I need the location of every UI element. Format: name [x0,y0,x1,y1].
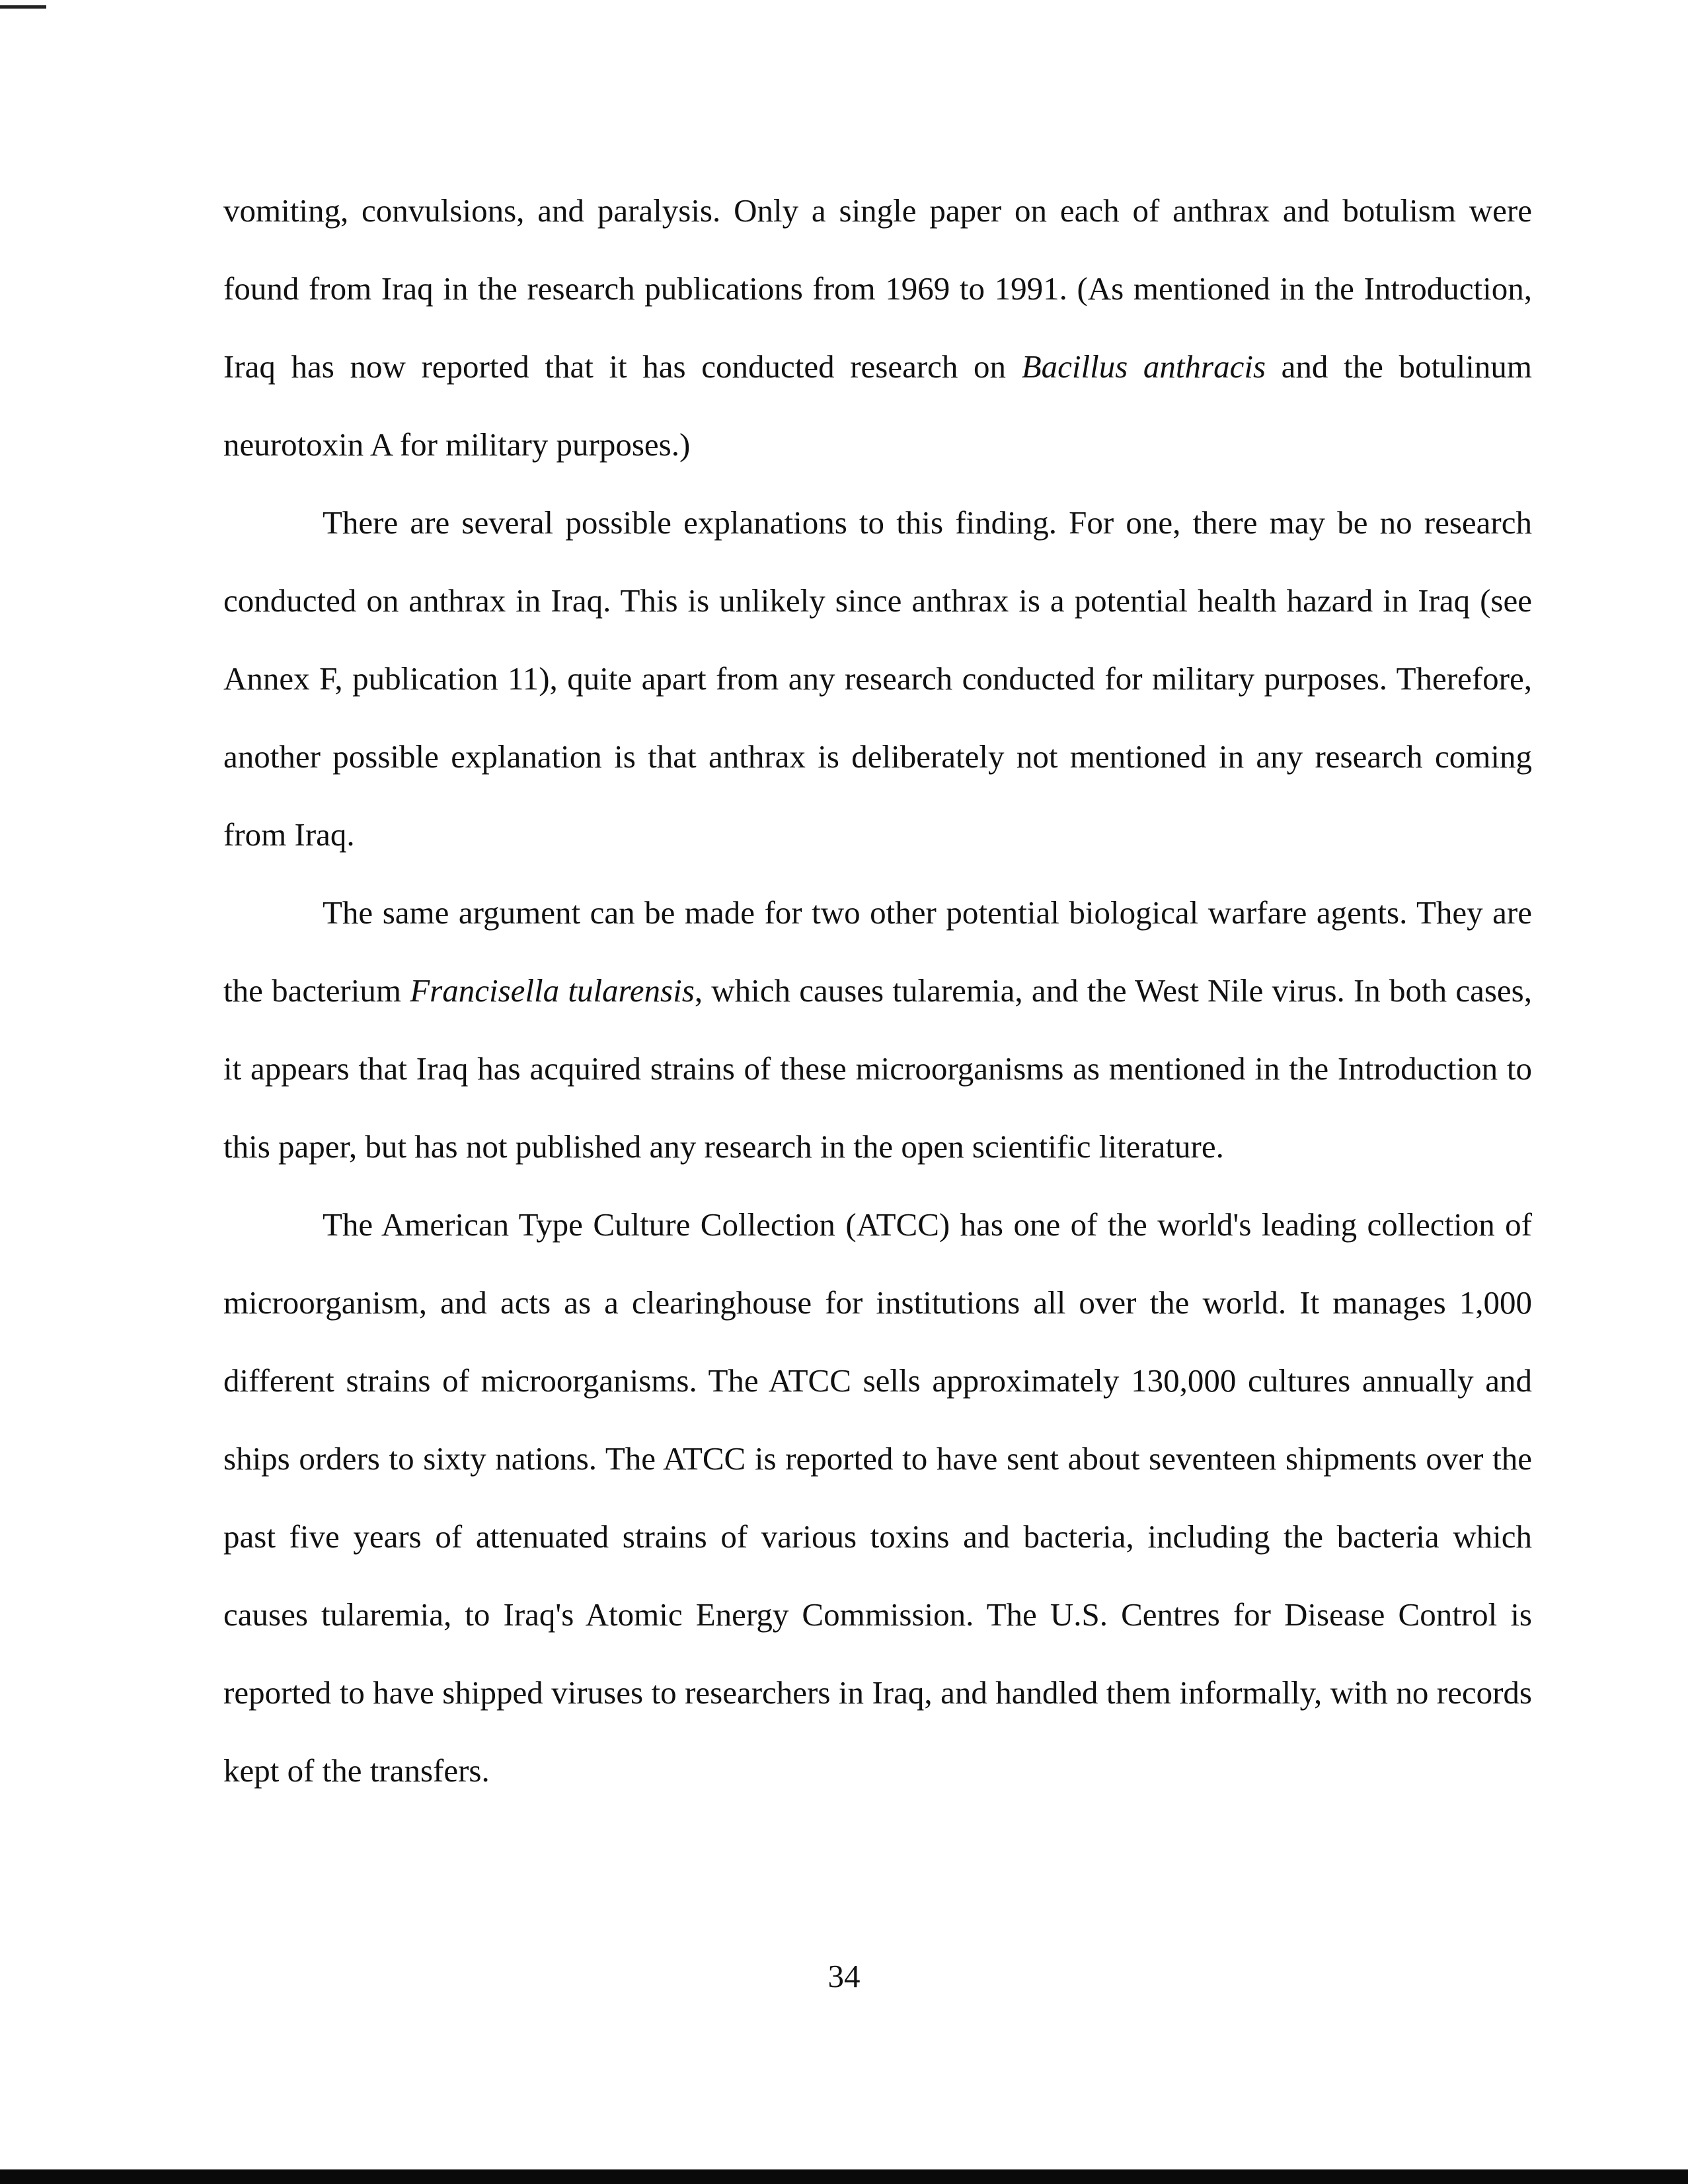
italic-term: Bacillus anthracis [1021,348,1266,385]
paragraph-text: , which causes tularemia, and the West Nile virus. In both cases, it appears that Iraq has acquired strains of these microorganisms as mentioned in the Introduction to this paper, but has not published any research in the open scientific literature. [223,972,1532,1165]
paragraph [223,874,1532,1186]
paragraph [223,484,1532,874]
scan-bottom-edge [0,2169,1688,2184]
body-text [223,172,1532,1810]
italic-term: Francisella tularensis [410,972,695,1009]
paragraph-text: There are several possible explanations to this finding. For one, there may be no research conducted on anthrax in Iraq. This is unlikely since anthrax is a potential health hazard in Iraq (see Annex F, publication 11), quite apart from any research conducted for military purposes. Therefore, another possible explanation is that anthrax is deliberately not mentioned in any research coming from Iraq. [223,504,1532,853]
paragraph-text: The American Type Culture Collection (ATCC) has one of the world's leading collection of microorganism, and acts as a clearinghouse for institutions all over the world. It manages 1,000 different strains of microorganisms. The ATCC sells approximately 130,000 cultures annually and ships orders to sixty nations. The ATCC is reported to have sent about seventeen shipments over the past five years of attenuated strains of various toxins and bacteria, including the bacteria which causes tularemia, to Iraq's Atomic Energy Commission. The U.S. Centres for Disease Control is reported to have shipped viruses to researchers in Iraq, and handled them informally, with no records kept of the transfers. [223,1206,1532,1789]
page-number: 34 [827,1958,861,1994]
paragraph [223,172,1532,484]
paragraph-text: and the botulinum neurotoxin A for military purposes.) [223,348,1532,463]
paragraph-text: The same argument can be made for two other potential biological warfare agents. They are the bacterium [223,894,1532,1009]
paragraph-text: vomiting, convulsions, and paralysis. Only a single paper on each of anthrax and botulism were found from Iraq in the research publications from 1969 to 1991. (As mentioned in the Introduction, Iraq has now reported that it has conducted research on [223,192,1532,385]
paragraph [223,1186,1532,1810]
scan-artifact-mark [0,5,46,9]
